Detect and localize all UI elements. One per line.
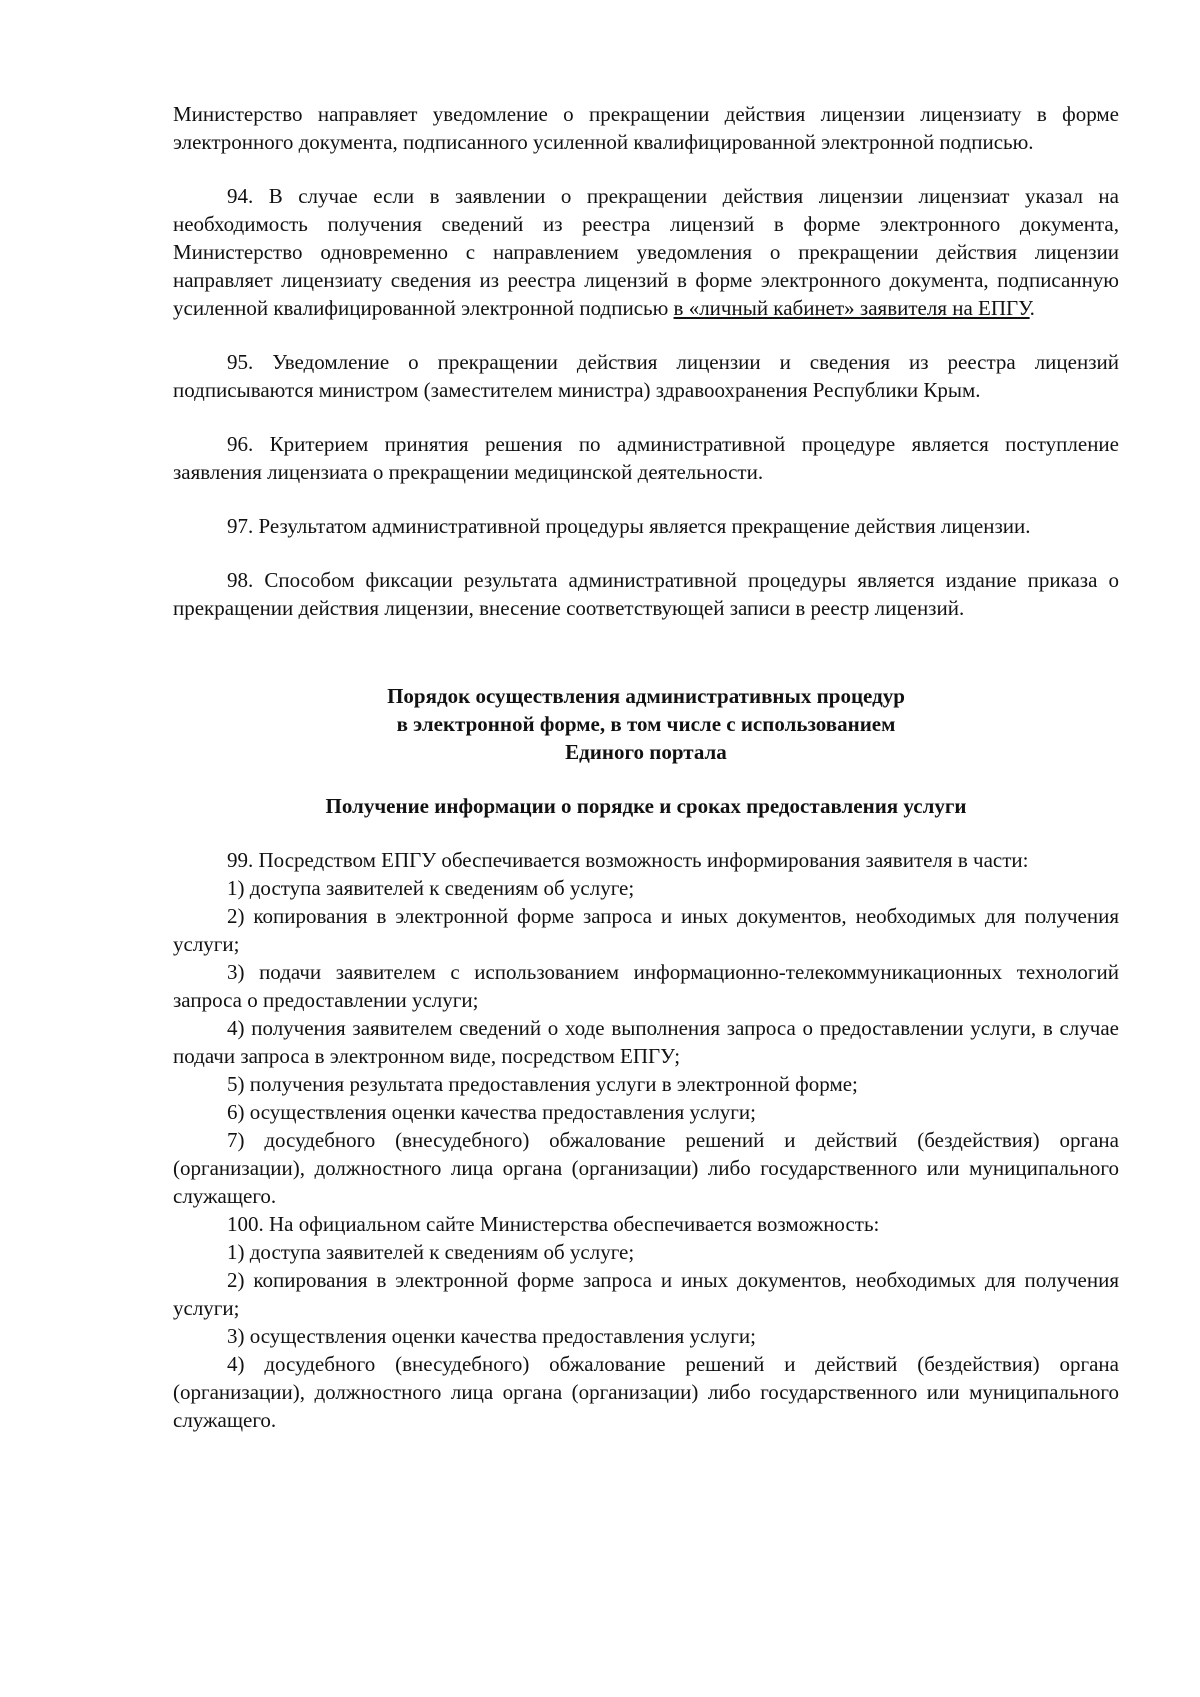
list-item: 1) доступа заявителей к сведениям об услуге; bbox=[227, 1240, 635, 1264]
list-item: 3) подачи заявителем с использованием информационно-телекоммуникационных технологий запроса о предоставлении услуги; bbox=[173, 960, 1119, 1012]
paragraph-100: 100. На официальном сайте Министерства обеспечивается возможность: bbox=[227, 1212, 880, 1236]
paragraph-94-text: 94. В случае если в заявлении о прекращении действия лицензии лицензиат указал на необходимость получения сведений из реестра лицензий в форме электронного документа, Министерство одновременно с направлением уведомления о прекращении действия лицензии направляет лицензиату сведения из реестра лицензий в форме электронного документа, подписанную усиленной квалифицированной электронной подписью bbox=[173, 184, 1119, 320]
list-item: 2) копирования в электронной форме запроса и иных документов, необходимых для получения услуги; bbox=[173, 904, 1119, 956]
section-heading-line-1: Порядок осуществления административных процедур bbox=[387, 684, 905, 708]
list-item: 6) осуществления оценки качества предоставления услуги; bbox=[227, 1100, 756, 1124]
paragraph-98: 98. Способом фиксации результата административной процедуры является издание приказа о прекращении действия лицензии, внесение соответствующей записи в реестр лицензий. bbox=[173, 568, 1119, 620]
paragraph-94-end: . bbox=[1029, 296, 1035, 320]
list-item: 5) получения результата предоставления услуги в электронной форме; bbox=[227, 1072, 858, 1096]
paragraph-95: 95. Уведомление о прекращении действия лицензии и сведения из реестра лицензий подписываются министром (заместителем министра) здравоохранения Республики Крым. bbox=[173, 350, 1119, 402]
section-subheading: Получение информации о порядке и сроках предоставления услуги bbox=[325, 794, 967, 818]
list-item: 7) досудебного (внесудебного) обжалование решений и действий (бездействия) органа (организации), должностного лица органа (организации) либо государственного или муниципального служащего. bbox=[173, 1128, 1119, 1208]
section-heading-line-2: в электронной форме, в том числе с использованием bbox=[396, 712, 896, 736]
list-item: 4) получения заявителем сведений о ходе выполнения запроса о предоставлении услуги, в случае подачи запроса в электронном виде, посредством ЕПГУ; bbox=[173, 1016, 1119, 1068]
list-item: 1) доступа заявителей к сведениям об услуге; bbox=[227, 876, 635, 900]
paragraph-96: 96. Критерием принятия решения по административной процедуре является поступление заявления лицензиата о прекращении медицинской деятельности. bbox=[173, 432, 1119, 484]
document-page bbox=[173, 100, 1119, 1434]
list-item: 3) осуществления оценки качества предоставления услуги; bbox=[227, 1324, 756, 1348]
paragraph-99: 99. Посредством ЕПГУ обеспечивается возможность информирования заявителя в части: bbox=[227, 848, 1029, 872]
paragraph-97: 97. Результатом административной процедуры является прекращение действия лицензии. bbox=[227, 514, 1031, 538]
paragraph-intro: Министерство направляет уведомление о прекращении действия лицензии лицензиату в форме электронного документа, подписанного усиленной квалифицированной электронной подписью. bbox=[173, 102, 1119, 154]
paragraph-94 bbox=[173, 182, 1119, 322]
list-item: 4) досудебного (внесудебного) обжалование решений и действий (бездействия) органа (организации), должностного лица органа (организации) либо государственного или муниципального служащего. bbox=[173, 1352, 1119, 1432]
list-item: 2) копирования в электронной форме запроса и иных документов, необходимых для получения услуги; bbox=[173, 1268, 1119, 1320]
section-heading bbox=[173, 682, 1119, 766]
paragraph-94-underlined: в «личный кабинет» заявителя на ЕПГУ bbox=[673, 296, 1030, 320]
section-heading-line-3: Единого портала bbox=[565, 740, 727, 764]
